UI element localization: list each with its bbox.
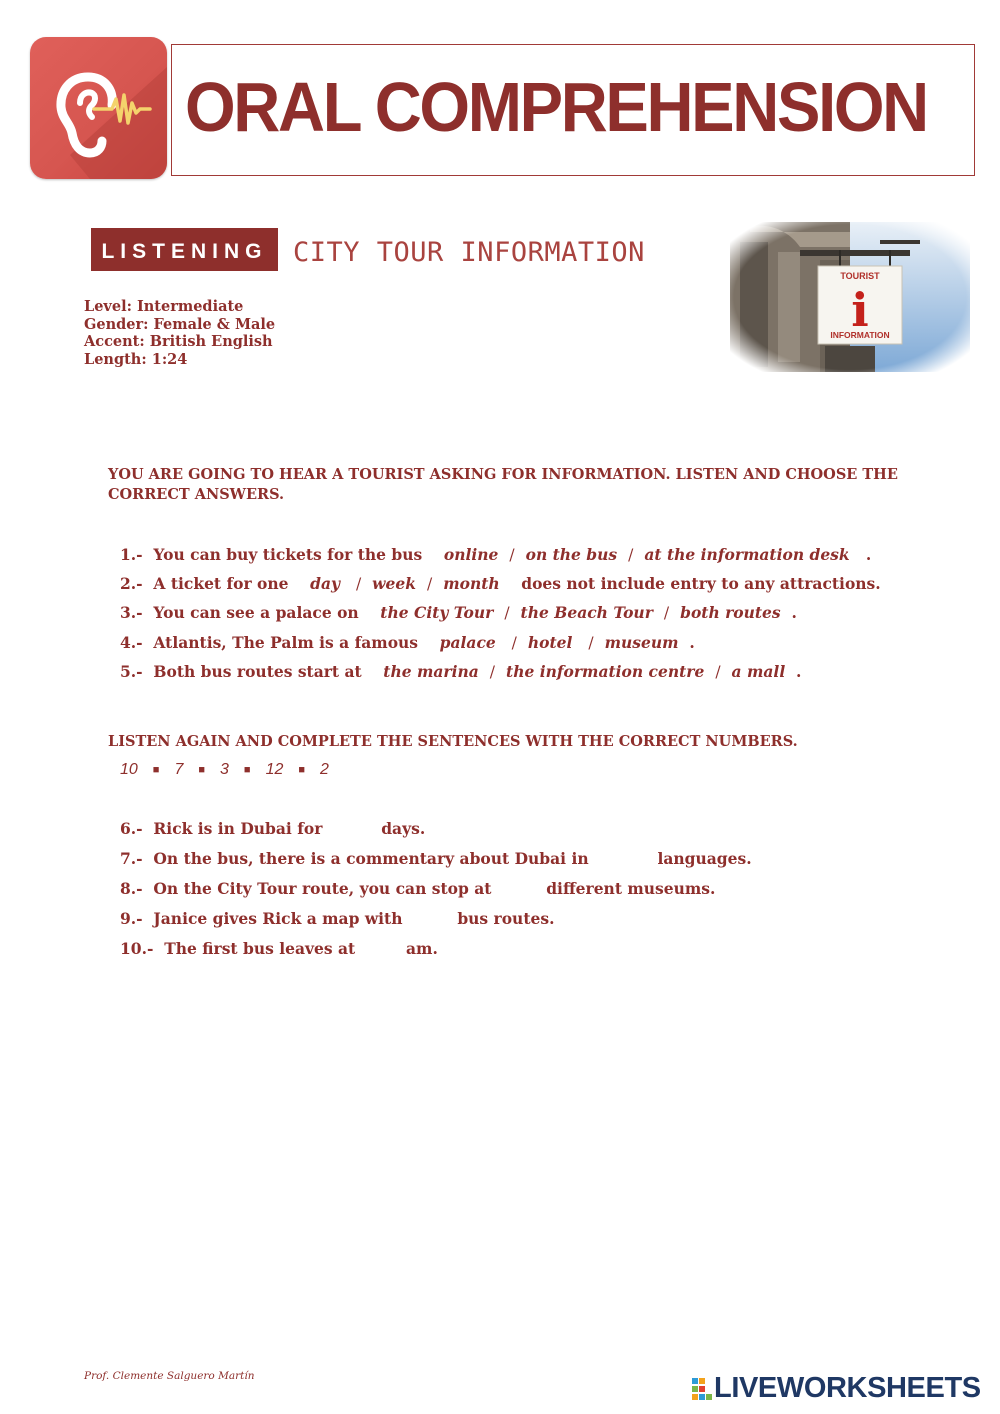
instruction-fill-numbers: LISTEN AGAIN AND COMPLETE THE SENTENCES WITH THE CORRECT NUMBERS. <box>108 733 798 750</box>
length-text: Length: 1:24 <box>84 351 188 369</box>
question-3: 3.- You can see a palace on the City Tour / the Beach Tour / both routes . <box>120 603 797 622</box>
number-option: 12 <box>265 761 284 778</box>
number-option: 7 <box>174 761 184 778</box>
sentence-9 <box>120 908 554 930</box>
sentence-start: On the City Tour route, you can stop at <box>153 879 492 898</box>
square-bullet-icon: ■ <box>243 764 251 776</box>
page-title: ORAL COMPREHENSION <box>185 68 927 146</box>
square-bullet-icon: ■ <box>152 764 160 776</box>
liveworksheets-grid-icon <box>692 1378 713 1400</box>
question-ending: . <box>791 603 797 622</box>
question-ending: . <box>796 662 802 681</box>
question-text: Atlantis, The Palm is a famous <box>153 633 419 652</box>
question-text: Both bus routes start at <box>153 662 362 681</box>
sentence-start: On the bus, there is a commentary about Dubai in <box>153 849 589 868</box>
question-text: A ticket for one <box>153 574 289 593</box>
square-bullet-icon: ■ <box>298 764 306 776</box>
question-4: 4.- Atlantis, The Palm is a famous palace / hotel / museum . <box>120 633 695 652</box>
question-number: 2.- <box>120 574 143 593</box>
tourist-information-photo <box>730 222 970 372</box>
gender-text: Gender: Female & Male <box>84 315 276 333</box>
question-ending: . <box>865 545 872 564</box>
answer-option[interactable]: online <box>443 545 499 564</box>
answer-option[interactable]: week <box>372 574 416 593</box>
answer-option[interactable]: the information centre <box>506 662 705 681</box>
ear-soundwave-icon <box>30 37 167 179</box>
instruction-multiple-choice: YOU ARE GOING TO HEAR A TOURIST ASKING FOR INFORMATION. LISTEN AND CHOOSE THE CORRECT ANSWERS. <box>108 466 898 503</box>
number-option: 10 <box>120 761 138 778</box>
square-bullet-icon: ■ <box>198 764 206 776</box>
question-5: 5.- Both bus routes start at the marina / the information centre / a mall . <box>120 662 802 681</box>
question-2: 2.- A ticket for one day / week / month does not include entry to any attractions. <box>120 574 881 593</box>
answer-option[interactable]: palace <box>439 633 496 652</box>
sentence-start: Rick is in Dubai for <box>153 819 323 838</box>
level-text: Level: Intermediate <box>84 298 244 315</box>
question-number: 1.- <box>120 545 143 564</box>
brand-name: LIVEWORKSHEETS <box>714 1372 981 1404</box>
question-number: 6.- <box>120 819 143 838</box>
answer-option[interactable]: the City Tour <box>380 603 494 622</box>
question-number: 10.- <box>120 939 154 958</box>
sentence-8 <box>120 878 715 900</box>
section-tag: LISTENING <box>91 228 278 271</box>
answer-option[interactable]: month <box>443 574 500 593</box>
question-text: You can buy tickets for the bus <box>153 545 423 564</box>
question-number: 5.- <box>120 662 143 681</box>
topic-title: CITY TOUR INFORMATION <box>293 237 645 268</box>
sentence-end: bus routes. <box>457 909 555 928</box>
question-ending: does not include entry to any attractions. <box>521 574 881 593</box>
answer-option[interactable]: day <box>310 574 341 593</box>
accent-text: Accent: British English <box>84 333 273 351</box>
number-bank <box>120 759 329 781</box>
answer-option[interactable]: the marina <box>383 662 479 681</box>
sentence-10 <box>120 938 438 960</box>
audio-details <box>84 298 275 369</box>
author-credit: Prof. Clemente Salguero Martín <box>84 1370 255 1382</box>
sentence-7 <box>120 848 752 870</box>
sentence-end: days. <box>381 819 426 838</box>
answer-option[interactable]: on the bus <box>525 545 618 564</box>
sentence-6 <box>120 818 425 840</box>
question-1: 1.- You can buy tickets for the bus online / on the bus / at the information desk . <box>120 545 872 564</box>
answer-option[interactable]: a mall <box>731 662 786 681</box>
answer-option[interactable]: hotel <box>527 633 573 652</box>
sentence-end: am. <box>406 939 438 958</box>
question-ending: . <box>689 633 695 652</box>
question-number: 3.- <box>120 603 143 622</box>
question-number: 9.- <box>120 909 143 928</box>
sentence-end: different museums. <box>546 879 716 898</box>
sentence-start: Janice gives Rick a map with <box>153 909 403 928</box>
answer-option[interactable]: museum <box>604 633 679 652</box>
question-text: You can see a palace on <box>153 603 359 622</box>
number-option: 3 <box>220 761 229 778</box>
answer-option[interactable]: at the information desk <box>644 545 850 564</box>
answer-option[interactable]: both routes <box>680 603 781 622</box>
sentence-start: The first bus leaves at <box>164 939 356 958</box>
number-option: 2 <box>320 761 329 778</box>
answer-option[interactable]: the Beach Tour <box>520 603 653 622</box>
question-number: 8.- <box>120 879 143 898</box>
question-number: 7.- <box>120 849 143 868</box>
sentence-end: languages. <box>657 849 752 868</box>
question-number: 4.- <box>120 633 143 652</box>
